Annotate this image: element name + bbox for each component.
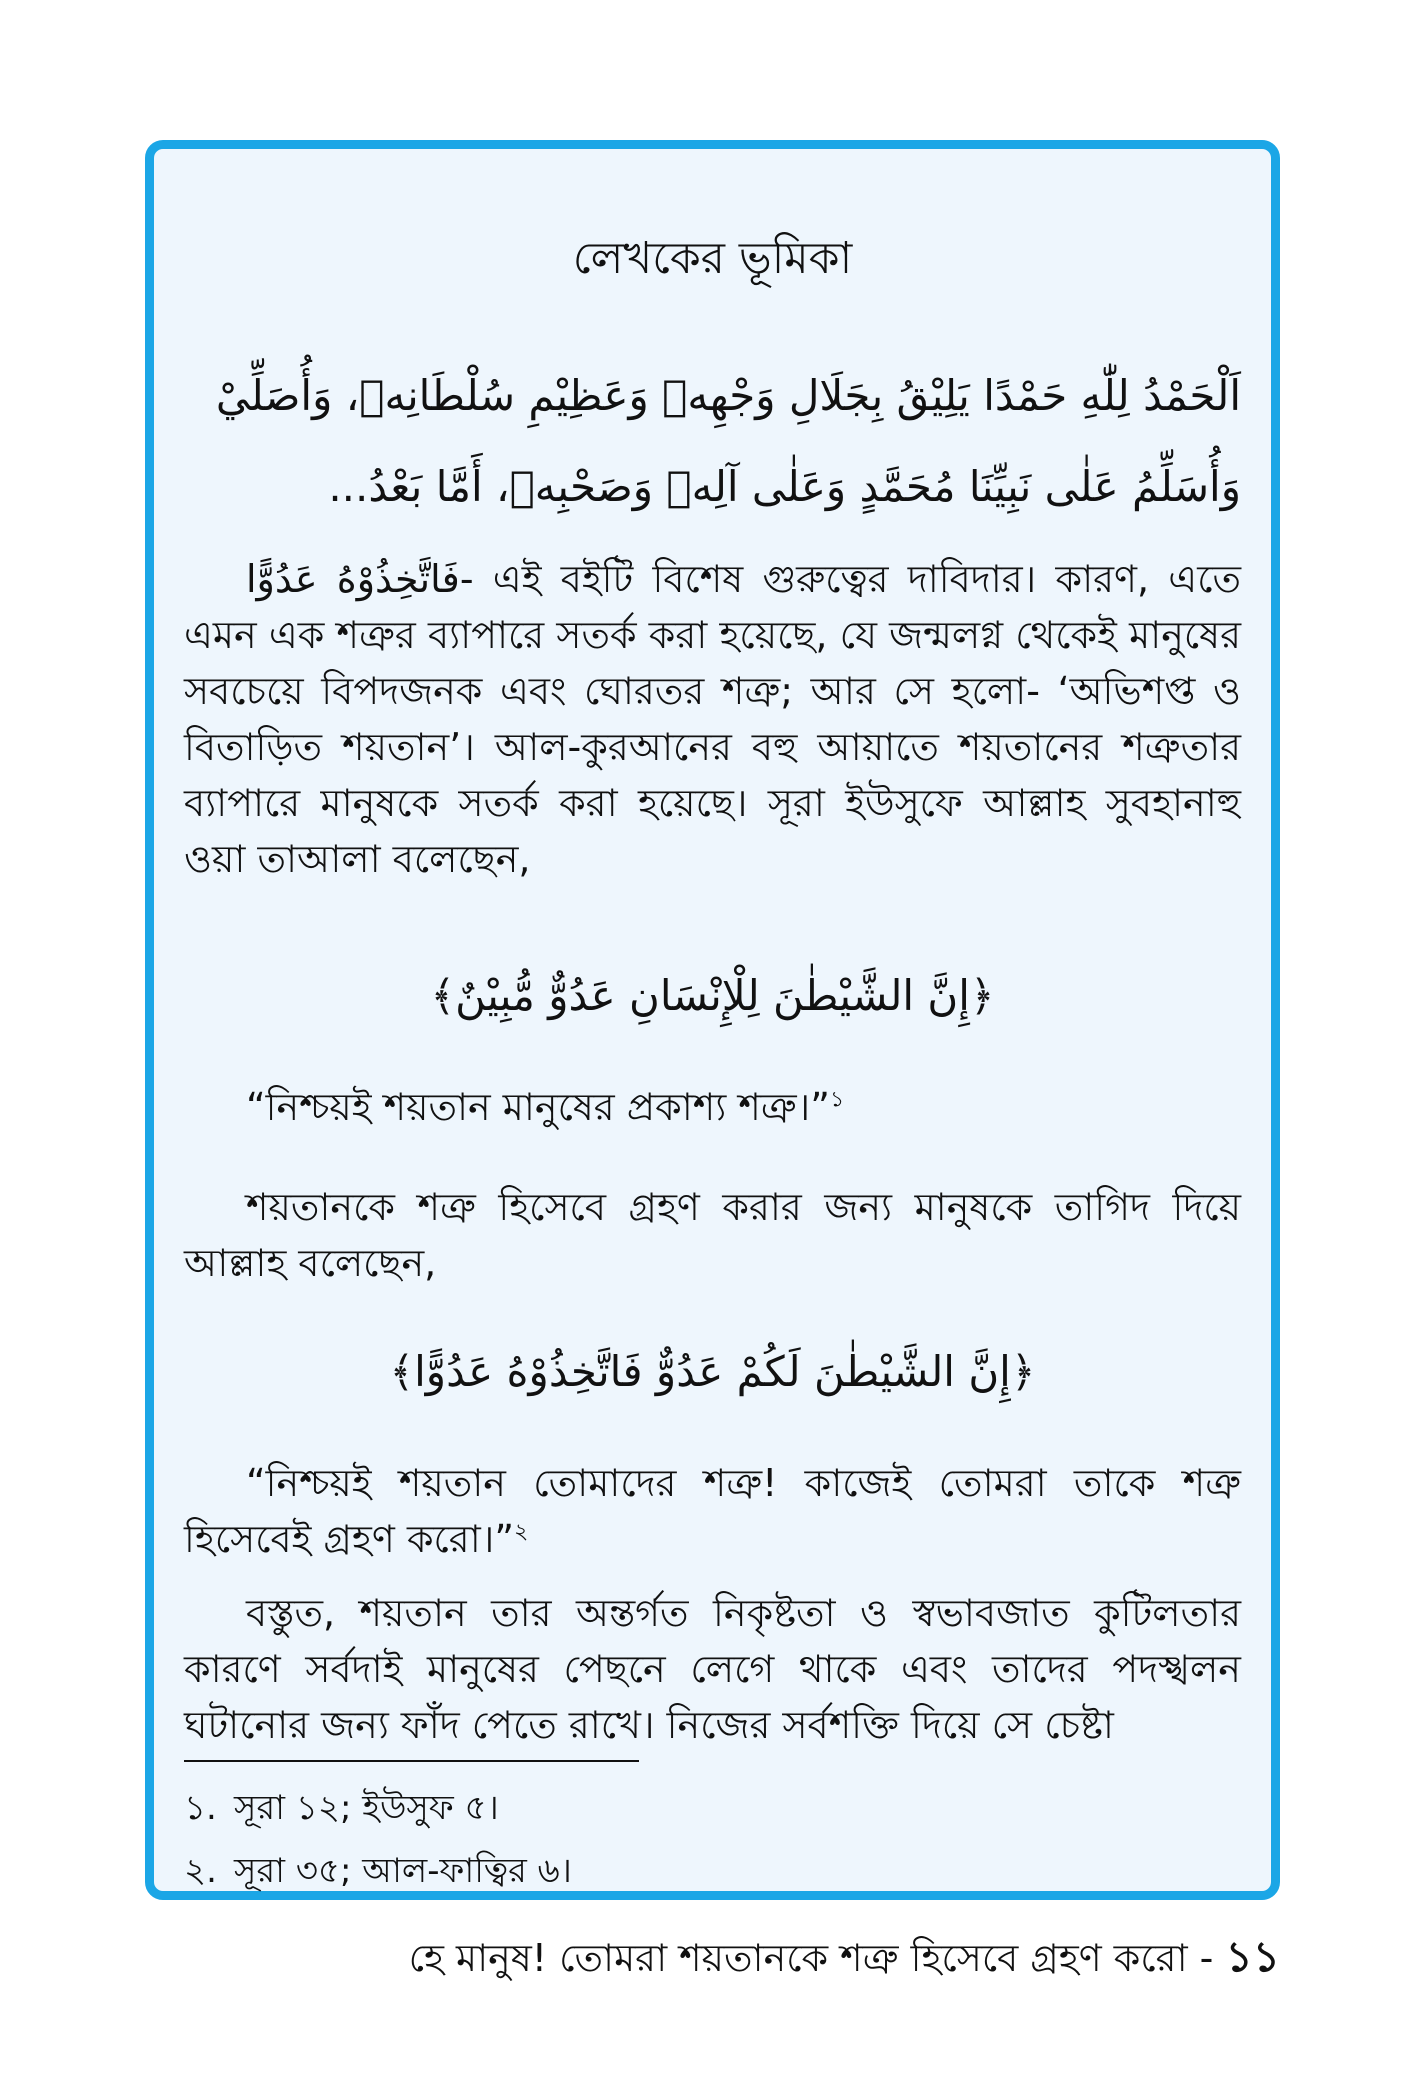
arabic-intro-line-1: اَلْحَمْدُ لِلّٰهِ حَمْدًا يَلِيْقُ بِجَلَالِ وَجْهِهٖ وَعَظِيْمِ سُلْطَانِهٖ، وَأُصَلِّيْ	[215, 371, 1241, 420]
running-title: হে মানুষ! তোমরা শয়তানকে শত্রু হিসেবে গ্রহণ করো -	[408, 1936, 1214, 1980]
paragraph-2: শয়তানকে শত্রু হিসেবে গ্রহণ করার জন্য মানুষকে তাগিদ দিয়ে আল্লাহ বলেছেন,	[184, 1185, 1241, 1285]
translation-2-text: “নিশ্চয়ই শয়তান তোমাদের শত্রু! কাজেই তোমরা তাকে শত্রু হিসেবেই গ্রহণ করো।”	[184, 1461, 1241, 1561]
footnote-divider	[184, 1760, 639, 1762]
page-number: ১১	[1225, 1932, 1280, 1981]
page-content	[184, 149, 1241, 1891]
footnote-2	[184, 1851, 1241, 1891]
paragraph-1-text: - এই বইটি বিশেষ গুরুত্বের দাবিদার। কারণ, এতে এমন এক শত্রুর ব্যাপারে সতর্ক করা হয়েছে, যে জন্মলগ্ন থেকেই মানুষের সবচেয়ে বিপদজনক এবং ঘোরতর শত্রু; আর সে হলো- ‘অভিশপ্ত ও বিতাড়িত শয়তান’। আল-কুরআনের বহু আয়াতে শয়তানের শত্রুতার ব্যাপারে মানুষকে সতর্ক করা হয়েছে। সূরা ইউসুফে আল্লাহ সুবহানাহু ওয়া তাআলা বলেছেন,	[184, 557, 1241, 881]
footnote-1-number: ১.	[184, 1788, 217, 1828]
ayah-1: ﴿إِنَّ الشَّيْطٰنَ لِلْإِنْسَانِ عَدُوٌّ مُّبِيْنٌ﴾	[430, 971, 995, 1020]
ayah-2: ﴿إِنَّ الشَّيْطٰنَ لَكُمْ عَدُوٌّ فَاتَّخِذُوْهُ عَدُوًّا﴾	[389, 1347, 1036, 1396]
footnote-ref-2: ২	[514, 1519, 529, 1545]
footnote-ref-1: ১	[829, 1087, 845, 1113]
arabic-intro-line-2: وَأُسَلِّمُ عَلٰى نَبِيِّنَا مُحَمَّدٍ وَعَلٰى آلِهٖ وَصَحْبِهٖ، أَمَّا بَعْدُ...	[328, 462, 1241, 511]
running-footer	[0, 1932, 1280, 1981]
footnote-1	[184, 1788, 1241, 1828]
chapter-title: লেখকের ভূমিকা	[572, 233, 853, 284]
inline-arabic-phrase: فَاتَّخِذُوْهُ عَدُوًّا	[246, 557, 460, 601]
footnote-2-text: সূরা ৩৫; আল-ফাত্বির ৬।	[234, 1851, 572, 1891]
paragraph-1	[184, 551, 1241, 887]
page-frame	[145, 140, 1280, 1900]
translation-1	[184, 1079, 1241, 1135]
footnote-2-number: ২.	[184, 1851, 217, 1891]
translation-2	[184, 1455, 1241, 1567]
translation-1-text: “নিশ্চয়ই শয়তান মানুষের প্রকাশ্য শত্রু।”	[246, 1085, 830, 1129]
footnote-1-text: সূরা ১২; ইউসুফ ৫।	[234, 1788, 499, 1828]
paragraph-3: বস্তুত, শয়তান তার অন্তর্গত নিকৃষ্টতা ও স্বভাবজাত কুটিলতার কারণে সর্বদাই মানুষের পেছনে লেগে থাকে এবং তাদের পদস্খলন ঘটানোর জন্য ফাঁদ পেতে রাখে। নিজের সর্বশক্তি দিয়ে সে চেষ্টা	[184, 1591, 1241, 1747]
